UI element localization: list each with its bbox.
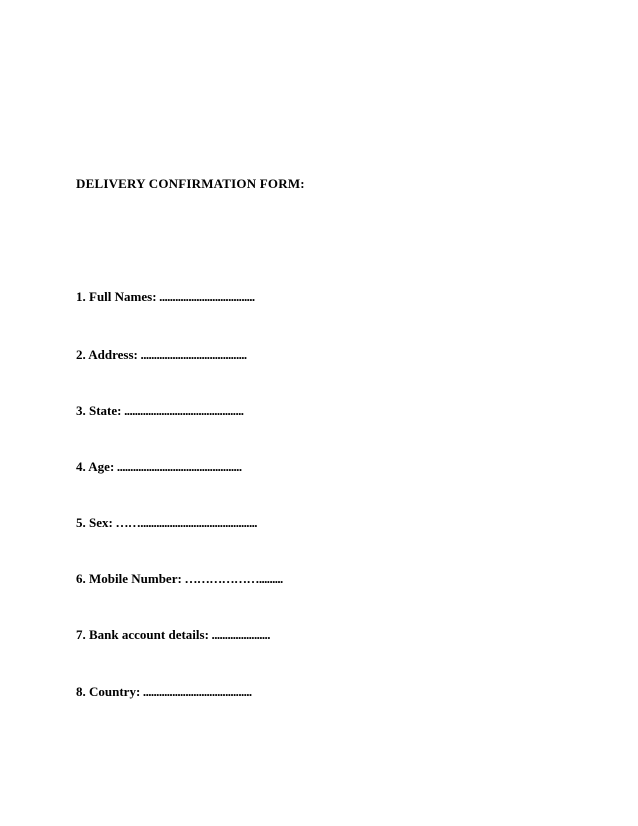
field-blank: ………………......... (181, 571, 283, 586)
field-bank-account-details (76, 627, 270, 643)
field-address (76, 347, 247, 363)
field-blank: ........................................ (137, 347, 247, 362)
field-age (76, 459, 241, 475)
field-label: 5. Sex: (76, 515, 113, 530)
field-label: 6. Mobile Number: (76, 571, 182, 586)
field-state (76, 403, 243, 419)
field-blank: ......................................... (140, 684, 252, 699)
field-mobile-number (76, 571, 283, 587)
field-blank: .................................... (156, 289, 255, 304)
field-label: 2. Address: (76, 347, 138, 362)
field-blank: ............................................. (121, 403, 244, 418)
field-label: 7. Bank account details: (76, 627, 209, 642)
form-title: DELIVERY CONFIRMATION FORM: (76, 176, 305, 191)
field-label: 1. Full Names: (76, 289, 157, 304)
field-full-names (76, 289, 255, 305)
field-label: 3. State: (76, 403, 122, 418)
field-blank: ...................... (208, 627, 270, 642)
field-label: 4. Age: (76, 459, 115, 474)
field-country (76, 684, 252, 700)
field-blank: ............................................... (114, 459, 242, 474)
field-blank: ……............................................ (112, 515, 257, 530)
field-sex (76, 515, 257, 531)
field-label: 8. Country: (76, 684, 141, 699)
